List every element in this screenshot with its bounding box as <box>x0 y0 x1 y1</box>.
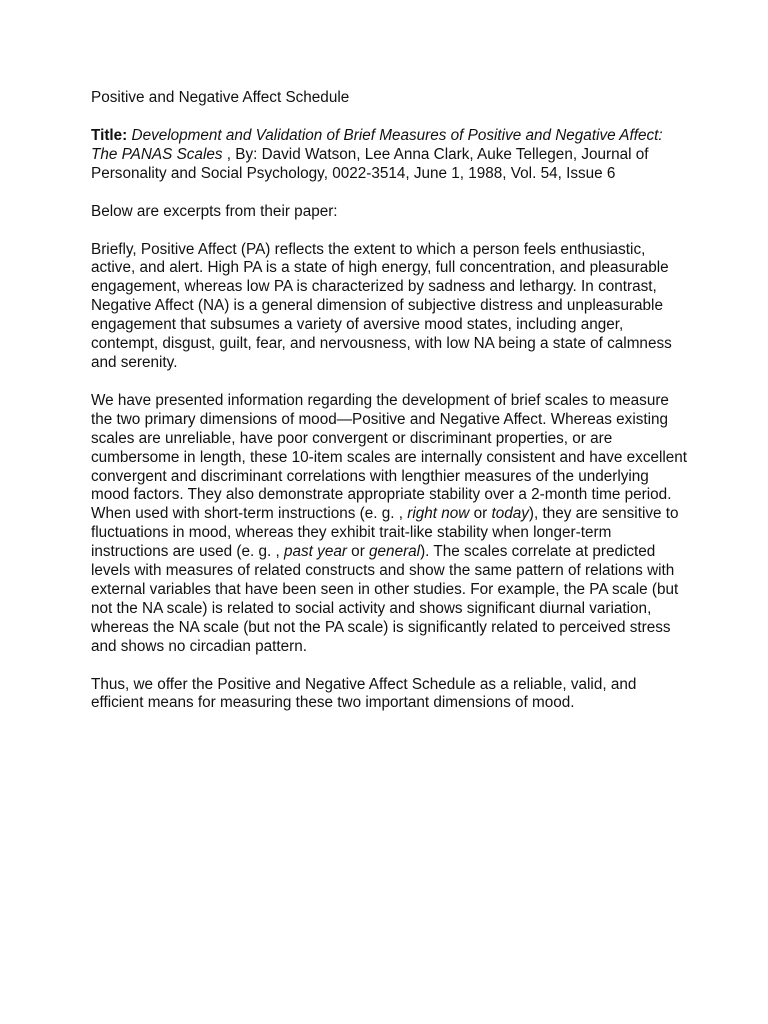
paragraph2-text-4: or <box>346 543 370 561</box>
paragraph2-italic-general: general <box>369 543 421 561</box>
document-page <box>91 89 691 732</box>
excerpt-paragraph-3: Thus, we offer the Positive and Negative Affect Schedule as a reliable, valid, and efficient means for measuring these two important dimensions of mood. <box>91 675 637 712</box>
paragraph2-text-3: ), they are sensitive to fluctuations in mood, whereas they exhibit trait-like stability when longer-term instructions are used (e. g. , <box>91 505 679 561</box>
paragraph2-italic-past-year: past year <box>284 543 347 561</box>
document-heading: Positive and Negative Affect Schedule <box>91 89 350 106</box>
intro-paragraph: Below are excerpts from their paper: <box>91 202 338 220</box>
title-label: Title: <box>91 126 128 144</box>
paragraph2-italic-today: today <box>491 505 529 523</box>
paragraph2-text-2: or <box>469 505 492 523</box>
excerpt-paragraph-1: Briefly, Positive Affect (PA) reflects the extent to which a person feels enthusiastic, active, and alert. High PA is a state of high energy, full concentration, and pleasurable engagement, whereas low PA is characterized by sadness and lethargy. In contrast, Negative Affect (NA) is a general dimension of subjective distress and unpleasurable engagement that subsumes a variety of aversive mood states, including anger, contempt, disgust, guilt, fear, and nervousness, with low NA being a state of calmness and serenity. <box>91 240 672 371</box>
paper-title: Development and Validation of Brief Measures of Positive and Negative Affect: The PANAS Scales <box>91 126 663 163</box>
paragraph2-text-1: We have presented information regarding the development of brief scales to measure the two primary dimensions of mood—Positive and Negative Affect. Whereas existing scales are unreliable, have poor convergent or discriminant properties, or are cumbersome in length, these 10-item scales are internally consistent and have excellent convergent and discriminant correlations with lengthier measures of the underlying mood factors. They also demonstrate appropriate stability over a 2-month time period. When used with short-term instructions (e. g. , <box>91 391 688 523</box>
excerpt-paragraph-2 <box>91 392 691 657</box>
paragraph2-text-5: ). The scales correlate at predicted levels with measures of related constructs and show the same pattern of relations with external variables that have been seen in other studies. For example, the PA scale (but not the NA scale) is related to social activity and shows significant diurnal variation, whereas the NA scale (but not the PA scale) is significantly related to perceived stress and shows no circadian pattern. <box>91 543 679 655</box>
paragraph2-italic-right-now: right now <box>407 505 470 523</box>
citation-details: , By: David Watson, Lee Anna Clark, Auke Tellegen, Journal of Personality and Social Psychology, 0022-3514, June 1, 1988, Vol. 54, Issue 6 <box>91 145 649 182</box>
citation-paragraph <box>91 127 691 184</box>
